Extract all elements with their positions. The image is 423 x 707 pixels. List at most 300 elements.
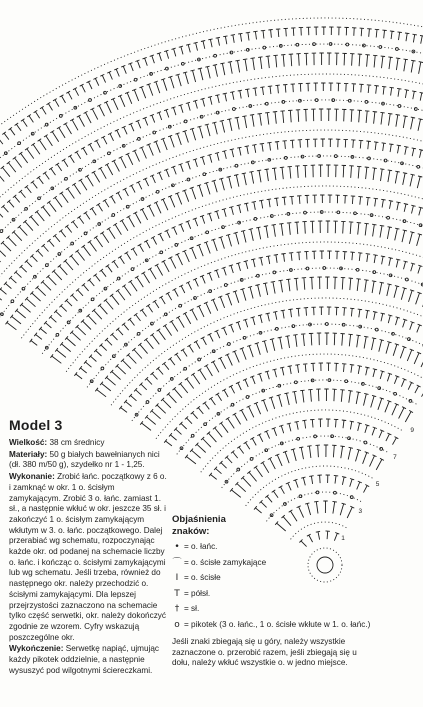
stitch-mark xyxy=(264,430,269,438)
picot-mark xyxy=(278,384,281,387)
stitch-mark xyxy=(219,178,224,190)
picot-mark xyxy=(325,323,328,326)
stitch-mark xyxy=(327,109,331,121)
stitch-mark xyxy=(134,313,141,321)
picot-mark xyxy=(396,48,399,51)
stitch-mark xyxy=(182,190,188,202)
picot-mark xyxy=(387,216,390,219)
stitch-mark xyxy=(35,210,44,221)
stitch-mark xyxy=(333,221,337,233)
picot-mark xyxy=(71,242,74,245)
stitch-mark xyxy=(76,325,86,335)
stitch-mark xyxy=(105,338,112,345)
stitch-mark xyxy=(116,328,123,335)
stitch-mark xyxy=(241,476,251,486)
stitch-mark xyxy=(230,92,234,100)
stitch-mark xyxy=(342,477,346,485)
stitch-mark xyxy=(237,205,241,213)
stitch-mark xyxy=(27,115,33,123)
stitch-mark xyxy=(230,488,241,497)
stitch-mark xyxy=(182,250,189,262)
stitch-mark xyxy=(365,167,369,179)
stitch-mark xyxy=(265,169,269,181)
stitch-mark xyxy=(295,166,299,178)
picot-mark xyxy=(251,161,254,164)
stitch-mark xyxy=(404,146,408,154)
chain-arc-row xyxy=(177,380,417,454)
stitch-mark xyxy=(240,409,248,421)
stitch-mark xyxy=(411,117,416,129)
stitch-mark xyxy=(145,415,156,424)
stitch-mark xyxy=(219,461,226,468)
stitch-mark xyxy=(405,90,409,98)
stitch-mark xyxy=(0,288,7,295)
picot-mark xyxy=(329,43,332,46)
stitch-mark xyxy=(227,176,232,188)
stitch-mark xyxy=(0,252,1,262)
stitch-mark xyxy=(396,58,400,70)
stitch-mark xyxy=(366,141,370,149)
stitch-mark xyxy=(121,359,131,369)
stitch-mark xyxy=(300,390,304,402)
stitch-mark xyxy=(124,400,132,407)
stitch-mark xyxy=(187,345,193,353)
stitch-mark xyxy=(175,353,181,361)
stitch-mark xyxy=(279,425,284,433)
stitch-mark xyxy=(31,143,40,154)
finishing-text: Serwetkę napiąć, ujmując każdy pikotek oddzielnie, a następnie wysuszyć pod wilgotnymi ściereczkami. xyxy=(9,644,160,675)
stitch-mark xyxy=(291,84,295,92)
picot-mark xyxy=(164,313,167,316)
stitch-mark xyxy=(19,152,28,163)
picot-mark xyxy=(238,221,241,224)
stitch-mark xyxy=(299,27,303,35)
stitch-mark xyxy=(255,343,261,355)
stitch-mark xyxy=(412,148,416,156)
instructions-block xyxy=(9,438,167,677)
stitch-mark xyxy=(382,86,386,94)
picot-mark xyxy=(345,380,348,383)
stitch-mark xyxy=(122,285,131,296)
stitch-mark xyxy=(372,427,377,435)
stitch-mark xyxy=(323,501,327,513)
stitch-mark xyxy=(342,165,346,177)
picot-mark xyxy=(67,321,70,324)
stitch-mark xyxy=(314,27,318,35)
stitch-mark xyxy=(129,280,138,291)
stitch-mark xyxy=(268,457,275,469)
stitch-mark xyxy=(186,161,191,169)
stitch-mark xyxy=(25,260,32,267)
stitch-mark xyxy=(68,155,74,163)
stitch-mark xyxy=(0,210,3,217)
stitch-mark xyxy=(229,207,233,215)
picot-mark xyxy=(246,396,249,399)
stitch-mark xyxy=(325,333,329,345)
stitch-mark xyxy=(350,421,354,429)
stitch-mark xyxy=(82,283,89,291)
stitch-mark xyxy=(272,369,276,377)
picot-mark xyxy=(311,379,314,382)
stitch-mark xyxy=(372,281,376,293)
stitch-mark xyxy=(342,109,346,121)
stitch-mark xyxy=(365,111,369,123)
stitch-mark xyxy=(6,236,16,246)
stitch-mark xyxy=(41,206,50,217)
stitch-mark xyxy=(336,83,340,91)
stitch-mark xyxy=(328,195,332,203)
stitch-mark xyxy=(418,119,423,131)
stitch-mark xyxy=(373,55,377,67)
making-label: Wykonanie: xyxy=(9,472,55,482)
stitch-mark xyxy=(367,29,371,37)
stitch-mark xyxy=(110,294,119,305)
picot-mark xyxy=(209,290,212,293)
stitch-mark xyxy=(215,330,220,338)
stitch-mark xyxy=(222,327,227,335)
stitch-mark xyxy=(367,85,371,93)
stitch-mark xyxy=(415,385,421,393)
picot-mark xyxy=(59,115,62,118)
stitch-mark xyxy=(88,279,95,287)
stitch-mark xyxy=(311,109,315,121)
stitch-mark xyxy=(266,313,270,321)
stitch-mark xyxy=(178,164,183,172)
stitch-mark xyxy=(318,419,322,427)
stitch-mark xyxy=(389,144,393,152)
stitch-mark xyxy=(139,86,145,98)
stitch-mark xyxy=(374,198,378,206)
picot-mark xyxy=(315,99,318,102)
stitch-mark xyxy=(0,136,3,144)
picot-mark xyxy=(254,218,257,221)
legend-row-single xyxy=(172,573,422,584)
stitch-mark xyxy=(122,126,127,134)
stitch-mark xyxy=(173,387,183,398)
finishing-label: Wykończenie: xyxy=(9,644,64,654)
stitch-mark xyxy=(201,337,207,345)
stitch-mark xyxy=(299,447,304,459)
stitch-mark xyxy=(49,167,55,175)
stitch-mark xyxy=(344,83,348,91)
stitch-mark xyxy=(14,271,21,278)
stitch-mark xyxy=(284,393,289,405)
stitch-mark xyxy=(220,120,225,132)
stitch-mark xyxy=(295,222,299,234)
stitch-mark xyxy=(151,236,157,244)
stitch-mark xyxy=(366,254,370,262)
picot-mark xyxy=(228,343,231,346)
stitch-mark xyxy=(176,316,184,328)
stitch-mark xyxy=(140,309,147,317)
stitch-mark xyxy=(157,112,162,120)
legend-text: = półsł. xyxy=(184,588,211,598)
stitch-mark xyxy=(112,260,118,268)
stitch-mark xyxy=(183,130,189,142)
stitch-mark xyxy=(341,334,345,346)
stitch-mark xyxy=(403,116,407,128)
stitch-mark xyxy=(25,148,34,159)
stitch-mark xyxy=(272,428,277,436)
stitch-mark xyxy=(0,171,4,182)
stitch-mark xyxy=(262,341,267,353)
stitch-mark xyxy=(100,74,105,82)
stitch-mark xyxy=(268,30,272,38)
stitch-mark xyxy=(351,140,355,148)
legend-text: = pikotek (3 o. łańc., 1 o. ścisłe wkłute w 1. o. łańc.) xyxy=(184,619,371,629)
stitch-mark xyxy=(191,411,198,419)
stitch-mark xyxy=(392,403,399,415)
stitch-mark xyxy=(411,205,415,213)
stitch-mark xyxy=(280,367,284,375)
stitch-mark xyxy=(4,282,11,289)
stitch-mark xyxy=(283,451,289,463)
stitch-mark xyxy=(312,53,316,65)
picot-mark xyxy=(346,43,349,46)
picot-mark xyxy=(214,54,217,57)
stitch-mark xyxy=(280,167,284,179)
stitch-mark xyxy=(107,227,115,238)
stitch-mark xyxy=(340,390,344,402)
picot-mark xyxy=(414,108,417,111)
stitch-mark xyxy=(47,239,54,247)
stitch-mark xyxy=(234,175,239,187)
stitch-mark xyxy=(118,256,124,264)
stitch-mark xyxy=(396,115,400,127)
stitch-mark xyxy=(77,216,84,224)
stitch-mark xyxy=(244,203,248,211)
stitch-mark xyxy=(163,324,172,335)
stitch-mark xyxy=(154,202,161,214)
stitch-mark xyxy=(168,76,174,88)
picot-mark xyxy=(230,51,233,54)
stitch-mark xyxy=(34,333,42,340)
stitch-mark xyxy=(150,333,159,344)
stitch-mark xyxy=(382,143,386,151)
stitch-mark xyxy=(260,87,264,95)
stitch-mark xyxy=(144,338,153,349)
stitch-mark xyxy=(65,225,72,233)
stitch-mark xyxy=(295,421,299,429)
stitch-mark xyxy=(259,257,263,265)
picot-mark xyxy=(179,304,182,307)
picot-mark xyxy=(299,495,302,498)
stitch-mark xyxy=(31,181,38,189)
stitch-mark xyxy=(36,249,43,256)
stitch-mark xyxy=(219,422,228,433)
stitch-mark xyxy=(254,402,261,414)
picot-mark xyxy=(284,157,287,160)
stitch-mark xyxy=(225,456,232,463)
stitch-mark xyxy=(267,142,271,150)
stitch-mark xyxy=(259,500,266,507)
stitch-mark xyxy=(309,476,313,484)
stitch-mark xyxy=(317,333,321,345)
picot-mark xyxy=(93,160,96,163)
stitch-mark xyxy=(143,57,148,65)
stitch-mark xyxy=(39,327,47,334)
stitch-mark xyxy=(309,333,313,345)
stitch-mark xyxy=(379,282,384,294)
stitch-mark xyxy=(40,106,46,114)
stitch-mark xyxy=(156,367,163,375)
stitch-mark xyxy=(37,176,44,184)
stitch-mark xyxy=(297,196,301,204)
stitch-mark xyxy=(92,171,100,182)
picot-mark xyxy=(246,48,249,51)
stitch-mark xyxy=(373,369,377,377)
stitch-mark xyxy=(75,151,81,159)
stitch-mark xyxy=(7,200,14,208)
stitch-mark xyxy=(313,195,317,203)
picot-mark xyxy=(89,99,92,102)
stitch-mark xyxy=(306,83,310,91)
stitch-mark xyxy=(90,108,97,120)
stitch-mark xyxy=(18,225,28,235)
stitch-mark xyxy=(349,166,353,178)
stitch-mark xyxy=(420,92,423,100)
stitch-mark xyxy=(242,116,246,128)
stitch-mark xyxy=(30,254,37,261)
stitch-mark xyxy=(58,265,68,275)
stitch-mark xyxy=(95,388,106,397)
stitch-mark xyxy=(208,154,212,162)
stitch-mark xyxy=(200,215,205,223)
stitch-mark xyxy=(328,139,332,147)
stitch-mark xyxy=(271,281,275,293)
stitch-mark xyxy=(395,171,399,183)
stitch-mark xyxy=(358,253,362,261)
stitch-mark xyxy=(41,280,51,290)
stitch-mark xyxy=(319,53,323,65)
picot-mark xyxy=(181,62,184,65)
stitch-mark xyxy=(356,279,360,291)
stitch-mark xyxy=(110,370,120,380)
stitch-mark xyxy=(59,230,66,238)
stitch-mark xyxy=(398,32,402,40)
stitch-mark xyxy=(218,357,225,369)
stitch-mark xyxy=(335,53,339,65)
stitch-mark xyxy=(109,195,115,203)
picot-mark xyxy=(117,277,120,280)
stitch-mark xyxy=(249,171,253,183)
stitch-mark xyxy=(411,263,415,271)
stitch-mark xyxy=(231,451,238,459)
stitch-mark xyxy=(140,208,148,220)
stitch-mark xyxy=(211,361,219,373)
stitch-mark xyxy=(240,348,246,360)
stitch-mark xyxy=(274,198,278,206)
stitch-mark xyxy=(15,309,26,318)
stitch-mark xyxy=(226,234,232,246)
stitch-mark xyxy=(128,318,135,326)
stitch-mark xyxy=(1,205,8,212)
picot-mark xyxy=(134,78,137,81)
stitch-mark xyxy=(25,297,35,307)
stitch-mark xyxy=(179,285,185,293)
picot-mark xyxy=(222,226,225,229)
picot-mark xyxy=(328,379,331,382)
stitch-mark xyxy=(296,110,300,122)
picot-mark xyxy=(354,212,357,215)
stitch-mark xyxy=(119,406,127,413)
legend-text: = o. łańc. xyxy=(184,542,218,551)
legend-text: = o. ścisłe zamykające xyxy=(184,557,267,567)
stitch-mark xyxy=(290,196,294,204)
stitch-mark xyxy=(65,299,72,306)
stitch-mark xyxy=(110,333,117,340)
legend-row-slip xyxy=(172,558,422,569)
stitch-mark xyxy=(356,392,360,404)
stitch-mark xyxy=(98,304,108,315)
picot-mark xyxy=(342,323,345,326)
stitch-mark xyxy=(185,416,192,423)
stitch-mark xyxy=(254,466,263,477)
picot-mark xyxy=(237,468,240,471)
stitch-mark xyxy=(365,310,369,318)
picot-mark xyxy=(403,220,406,223)
stitch-mark xyxy=(204,182,210,194)
stitch-mark xyxy=(374,86,378,94)
stitch-mark xyxy=(42,244,49,251)
single-crochet-icon: I xyxy=(175,573,179,583)
stitch-mark xyxy=(190,187,196,199)
stitch-mark xyxy=(386,342,392,354)
stitch-mark xyxy=(200,156,204,164)
stitch-mark xyxy=(333,501,337,513)
picot-mark xyxy=(108,152,111,155)
picot-mark xyxy=(151,322,154,325)
stitch-mark xyxy=(402,230,407,242)
stitch-mark xyxy=(82,245,91,256)
picot-mark xyxy=(138,138,141,141)
stitch-mark xyxy=(255,285,260,297)
stitch-mark xyxy=(64,123,72,134)
stitch-mark xyxy=(207,432,217,443)
stitch-mark xyxy=(327,53,331,65)
stitch-mark xyxy=(233,291,239,303)
legend-text: = sł. xyxy=(184,604,200,613)
stitch-mark xyxy=(333,277,337,289)
stitch-mark xyxy=(190,449,201,459)
stitch-mark xyxy=(201,41,205,49)
stitch-mark xyxy=(296,308,300,316)
stitch-mark xyxy=(150,114,155,122)
stitch-mark xyxy=(93,78,98,86)
stitch-mark xyxy=(72,183,80,194)
picot-mark xyxy=(231,403,234,406)
stitch-mark xyxy=(310,221,314,233)
stitch-mark xyxy=(418,265,423,273)
stitch-mark xyxy=(251,259,255,267)
stitch-mark xyxy=(100,382,111,391)
stitch-mark xyxy=(64,259,74,270)
stitch-mark xyxy=(216,393,222,401)
picot-mark xyxy=(384,159,387,162)
stitch-mark xyxy=(105,376,116,386)
stitch-mark xyxy=(151,372,158,379)
stitch-mark xyxy=(333,333,337,345)
stitch-mark xyxy=(298,140,302,148)
picot-icon: o xyxy=(174,619,180,630)
stitch-mark xyxy=(273,112,277,124)
stitch-mark xyxy=(211,239,217,251)
stitch-mark xyxy=(204,302,211,314)
stitch-mark xyxy=(340,446,344,458)
stitch-mark xyxy=(164,50,168,58)
stitch-mark xyxy=(88,240,97,251)
stitch-mark xyxy=(186,44,190,52)
